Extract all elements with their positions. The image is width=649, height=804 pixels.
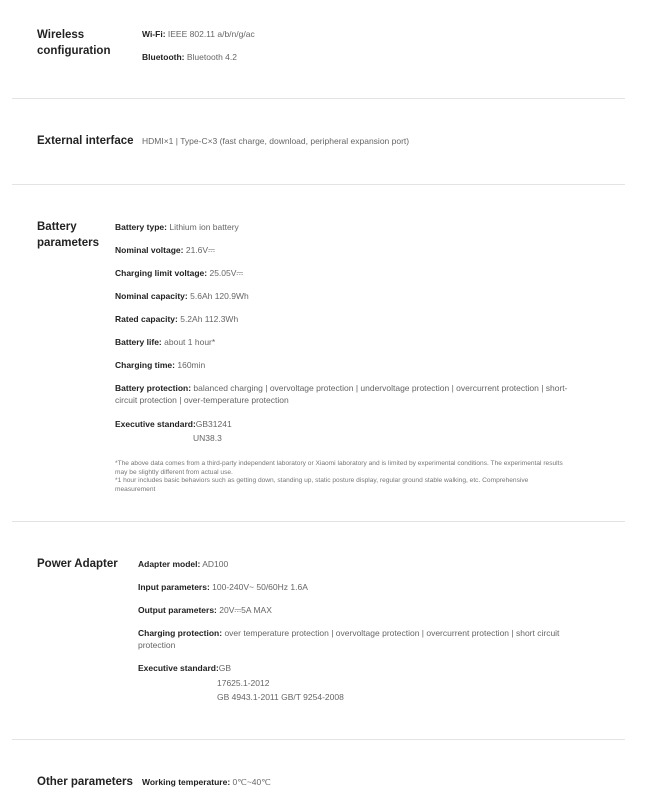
- spec-value: 21.6V⎓: [185, 245, 215, 255]
- section-title-line: Wireless: [37, 29, 85, 41]
- spec-value-continuation: GB 4943.1-2011 GB/T 9254-2008: [217, 692, 344, 702]
- divider: [12, 521, 625, 522]
- spec-row-working-temperature: [142, 776, 271, 788]
- spec-label: Battery life:: [115, 337, 162, 347]
- footnote: [115, 460, 605, 494]
- spec-label: Charging protection:: [138, 628, 223, 638]
- spec-label: Input parameters:: [138, 582, 210, 592]
- spec-value: 5.6Ah 120.9Wh: [190, 291, 249, 301]
- spec-value: balanced charging | overvoltage protection | undervoltage protection | overcurrent protection | short-: [193, 383, 568, 393]
- spec-value: HDMI×1 | Type-C×3 (fast charge, download, peripheral expansion port): [142, 136, 410, 146]
- spec-value: Bluetooth 4.2: [186, 52, 237, 62]
- spec-value: 5.2Ah 112.3Wh: [180, 314, 239, 324]
- spec-row-wifi: [142, 28, 255, 40]
- footnote-line: *The above data comes from a third-party independent laboratory or Xiaomi laboratory and is limited by experimental conditions. The experimental results: [115, 460, 563, 467]
- spec-row-battery-type: [115, 221, 239, 233]
- spec-value-continuation: 17625.1-2012: [217, 678, 270, 688]
- spec-label: Charging limit voltage:: [115, 268, 208, 278]
- footnote-line: *1 hour includes basic behaviors such as getting down, standing up, static posture display, regular ground stable walking, etc. Comprehensive: [115, 477, 529, 485]
- section-title-battery: [37, 219, 99, 251]
- spec-row-battery-standard: [115, 418, 232, 430]
- section-title-wireless: [37, 27, 110, 59]
- spec-value-continuation: protection: [138, 640, 176, 650]
- footnote-line: may be slightly different from actual use.: [115, 468, 233, 476]
- spec-label: Output parameters:: [138, 605, 217, 615]
- spec-label: Battery type:: [115, 222, 167, 232]
- spec-value: 0℃~40℃: [232, 777, 271, 787]
- footnote-line: measurement: [115, 485, 156, 493]
- spec-label: Nominal capacity:: [115, 291, 188, 301]
- spec-label: Rated capacity:: [115, 314, 178, 324]
- spec-row-charging-protection: [138, 627, 559, 639]
- spec-value: 160min: [177, 360, 206, 370]
- spec-value-continuation: circuit protection | over-temperature protection: [115, 395, 289, 405]
- spec-label: Wi-Fi:: [142, 29, 166, 39]
- spec-label: Executive standard:: [138, 663, 219, 673]
- divider: [12, 98, 625, 99]
- spec-row-adapter-standard: [138, 662, 231, 674]
- spec-label: Executive standard:: [115, 419, 196, 429]
- spec-row-output: [138, 604, 272, 616]
- spec-row-bluetooth: [142, 51, 237, 63]
- spec-row-nominal-voltage: [115, 244, 215, 256]
- spec-row-battery-protection: [115, 382, 568, 394]
- spec-value: IEEE 802.11 a/b/n/g/ac: [167, 29, 255, 39]
- spec-row-rated-capacity: [115, 313, 238, 325]
- spec-row-input: [138, 581, 308, 593]
- spec-value: 20V⎓5A MAX: [219, 605, 272, 615]
- spec-label: Bluetooth:: [142, 52, 185, 62]
- spec-label: Charging time:: [115, 360, 175, 370]
- section-title-external: External interface: [37, 135, 134, 147]
- spec-row-charging-limit: [115, 267, 243, 279]
- section-title-other: Other parameters: [37, 776, 133, 788]
- section-title-line: parameters: [37, 237, 100, 249]
- spec-value: GB31241: [195, 419, 232, 429]
- spec-row-nominal-capacity: [115, 290, 249, 302]
- divider: [12, 739, 625, 740]
- section-title-power-adapter: Power Adapter: [37, 558, 118, 570]
- spec-row-battery-life: [115, 336, 215, 348]
- spec-value: Lithium ion battery: [169, 222, 239, 232]
- spec-label: Working temperature:: [142, 777, 231, 787]
- spec-value: 100-240V~ 50/60Hz 1.6A: [212, 582, 308, 592]
- spec-value: over temperature protection | overvoltage protection | overcurrent protection | short circuit: [224, 628, 560, 638]
- spec-label: Nominal voltage:: [115, 245, 184, 255]
- section-title-line: configuration: [37, 45, 111, 57]
- spec-label: Battery protection:: [115, 383, 192, 393]
- spec-row-adapter-model: [138, 558, 228, 570]
- spec-value-continuation: UN38.3: [193, 433, 222, 443]
- spec-value: AD100: [202, 559, 229, 569]
- spec-value: about 1 hour*: [164, 337, 216, 347]
- spec-label: Adapter model:: [138, 559, 201, 569]
- divider: [12, 184, 625, 185]
- spec-value: GB: [218, 663, 232, 673]
- spec-value: 25.05V⎓: [209, 268, 244, 278]
- section-title-line: Battery: [37, 221, 77, 233]
- spec-row-interface: [142, 135, 409, 147]
- spec-row-charging-time: [115, 359, 205, 371]
